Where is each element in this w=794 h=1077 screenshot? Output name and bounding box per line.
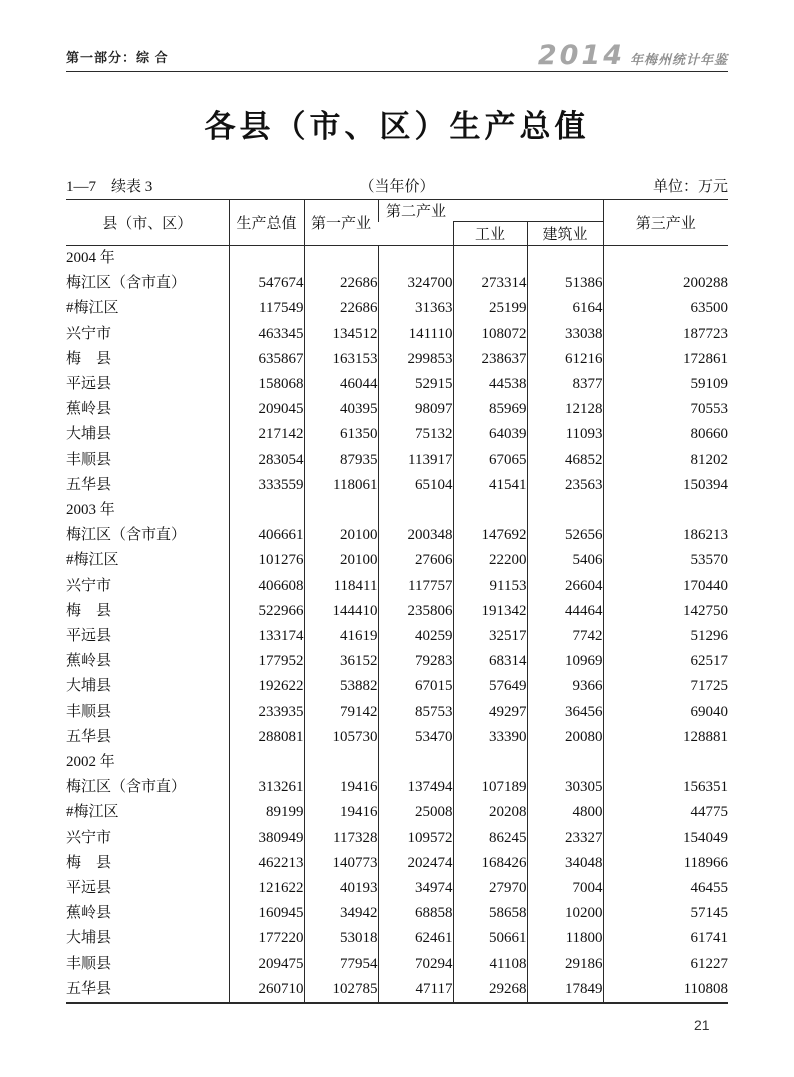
value-cell: 50661 (453, 926, 527, 951)
county-cell: 梅 县 (66, 602, 112, 619)
year-cell: 2004 年 (66, 250, 115, 266)
page-title: 各县（市、区）生产总值 (204, 109, 590, 144)
county-cell: 平远县 (66, 376, 112, 393)
value-cell: 23327 (527, 826, 603, 851)
value-cell: 34942 (304, 901, 378, 926)
county-cell: 兴宁市 (66, 829, 112, 846)
value-cell: 69040 (603, 700, 728, 725)
county-cell: 五华县 (66, 476, 112, 493)
value-cell: 22200 (453, 548, 527, 573)
county-cell: 兴宁市 (66, 577, 112, 594)
header-industry: 工业 (453, 222, 527, 246)
value-cell: 6164 (527, 296, 603, 321)
value-cell: 142750 (603, 599, 728, 624)
value-cell: 107189 (453, 775, 527, 800)
county-cell: 五华县 (66, 728, 112, 745)
value-cell: 463345 (229, 322, 304, 347)
value-cell: 19416 (304, 800, 378, 825)
value-cell: 217142 (229, 422, 304, 447)
year-cell: 2003 年 (66, 502, 115, 519)
value-cell: 238637 (453, 347, 527, 372)
value-cell: 25008 (378, 800, 453, 825)
table-number-label: 1—7 续表 3 (66, 179, 153, 195)
value-cell: 87935 (304, 448, 378, 473)
value-cell: 61227 (603, 952, 728, 977)
table-row (66, 347, 728, 372)
header-tertiary-industry: 第三产业 (603, 200, 728, 246)
value-cell: 71725 (603, 674, 728, 699)
value-cell: 121622 (229, 876, 304, 901)
value-cell: 79283 (378, 649, 453, 674)
value-cell: 187723 (603, 322, 728, 347)
value-cell: 59109 (603, 372, 728, 397)
value-cell: 9366 (527, 674, 603, 699)
value-cell: 68858 (378, 901, 453, 926)
value-cell: 58658 (453, 901, 527, 926)
price-note: （当年价） (359, 179, 435, 195)
value-cell: 44775 (603, 800, 728, 825)
value-cell: 117328 (304, 826, 378, 851)
table-row (66, 775, 728, 800)
value-cell: 86245 (453, 826, 527, 851)
table-row (66, 624, 728, 649)
empty-value-cell (453, 246, 527, 272)
value-cell: 144410 (304, 599, 378, 624)
value-cell: 406608 (229, 574, 304, 599)
empty-value-cell (603, 246, 728, 272)
empty-value-cell (229, 246, 304, 272)
value-cell: 41108 (453, 952, 527, 977)
value-cell: 209475 (229, 952, 304, 977)
empty-value-cell (378, 750, 453, 775)
value-cell: 147692 (453, 523, 527, 548)
value-cell: 191342 (453, 599, 527, 624)
value-cell: 81202 (603, 448, 728, 473)
value-cell: 47117 (378, 977, 453, 1003)
value-cell: 34974 (378, 876, 453, 901)
value-cell: 168426 (453, 851, 527, 876)
table-row (66, 649, 728, 674)
table-row (66, 473, 728, 498)
value-cell: 140773 (304, 851, 378, 876)
value-cell: 67065 (453, 448, 527, 473)
county-cell: 大埔县 (66, 930, 112, 947)
empty-value-cell (603, 498, 728, 523)
value-cell: 522966 (229, 599, 304, 624)
table-row (66, 674, 728, 699)
header-gdp: 生产总值 (229, 200, 304, 246)
header-county: 县（市、区） (66, 200, 229, 246)
value-cell: 10969 (527, 649, 603, 674)
header-rule (66, 71, 728, 72)
county-cell: 蕉岭县 (66, 653, 112, 670)
empty-value-cell (453, 498, 527, 523)
value-cell: 163153 (304, 347, 378, 372)
value-cell: 133174 (229, 624, 304, 649)
county-cell: 蕉岭县 (66, 401, 112, 418)
table-row (66, 322, 728, 347)
value-cell: 160945 (229, 901, 304, 926)
value-cell: 61216 (527, 347, 603, 372)
value-cell: 158068 (229, 372, 304, 397)
value-cell: 53018 (304, 926, 378, 951)
value-cell: 36456 (527, 700, 603, 725)
value-cell: 11800 (527, 926, 603, 951)
value-cell: 98097 (378, 397, 453, 422)
value-cell: 156351 (603, 775, 728, 800)
table-row (66, 523, 728, 548)
header-secondary-total-spacer (378, 222, 453, 246)
value-cell: 118061 (304, 473, 378, 498)
table-row (66, 725, 728, 750)
table-row (66, 574, 728, 599)
table-row (66, 296, 728, 321)
value-cell: 200288 (603, 271, 728, 296)
value-cell: 118966 (603, 851, 728, 876)
value-cell: 333559 (229, 473, 304, 498)
value-cell: 64039 (453, 422, 527, 447)
table-body (66, 246, 728, 1004)
value-cell: 260710 (229, 977, 304, 1003)
value-cell: 41541 (453, 473, 527, 498)
header-construction: 建筑业 (527, 222, 603, 246)
value-cell: 40259 (378, 624, 453, 649)
county-cell: #梅江区 (66, 552, 119, 569)
table-row (66, 372, 728, 397)
county-cell: 五华县 (66, 980, 112, 997)
gdp-table (66, 199, 728, 1004)
empty-value-cell (453, 750, 527, 775)
value-cell: 67015 (378, 674, 453, 699)
empty-value-cell (527, 246, 603, 272)
year-row (66, 246, 728, 272)
empty-value-cell (378, 246, 453, 272)
empty-value-cell (527, 750, 603, 775)
value-cell: 20100 (304, 548, 378, 573)
county-cell: 平远县 (66, 880, 112, 897)
year-cell: 2002 年 (66, 754, 115, 771)
table-row (66, 876, 728, 901)
table-row (66, 599, 728, 624)
value-cell: 77954 (304, 952, 378, 977)
value-cell: 20208 (453, 800, 527, 825)
empty-value-cell (378, 498, 453, 523)
value-cell: 61350 (304, 422, 378, 447)
value-cell: 288081 (229, 725, 304, 750)
county-cell: 丰顺县 (66, 955, 112, 972)
value-cell: 44464 (527, 599, 603, 624)
value-cell: 113917 (378, 448, 453, 473)
county-cell: 梅江区（含市直） (66, 527, 187, 544)
county-cell: #梅江区 (66, 300, 119, 317)
value-cell: 547674 (229, 271, 304, 296)
empty-value-cell (229, 750, 304, 775)
value-cell: 4800 (527, 800, 603, 825)
empty-value-cell (527, 498, 603, 523)
county-cell: 丰顺县 (66, 703, 112, 720)
value-cell: 108072 (453, 322, 527, 347)
value-cell: 27606 (378, 548, 453, 573)
value-cell: 177952 (229, 649, 304, 674)
value-cell: 57649 (453, 674, 527, 699)
value-cell: 85969 (453, 397, 527, 422)
table-row (66, 901, 728, 926)
table-header (66, 200, 728, 246)
empty-value-cell (304, 498, 378, 523)
value-cell: 10200 (527, 901, 603, 926)
value-cell: 52656 (527, 523, 603, 548)
value-cell: 19416 (304, 775, 378, 800)
table-row (66, 851, 728, 876)
logo-year: 2014 (537, 40, 625, 71)
value-cell: 51296 (603, 624, 728, 649)
value-cell: 49297 (453, 700, 527, 725)
value-cell: 299853 (378, 347, 453, 372)
header-secondary-industry (378, 200, 603, 222)
value-cell: 63500 (603, 296, 728, 321)
value-cell: 41619 (304, 624, 378, 649)
value-cell: 170440 (603, 574, 728, 599)
value-cell: 273314 (453, 271, 527, 296)
value-cell: 51386 (527, 271, 603, 296)
section-label: 第一部分：综 合 (66, 50, 169, 65)
value-cell: 105730 (304, 725, 378, 750)
value-cell: 52915 (378, 372, 453, 397)
table-row (66, 397, 728, 422)
value-cell: 313261 (229, 775, 304, 800)
table-row (66, 700, 728, 725)
value-cell: 128881 (603, 725, 728, 750)
table-row (66, 952, 728, 977)
value-cell: 5406 (527, 548, 603, 573)
value-cell: 7004 (527, 876, 603, 901)
year-row (66, 750, 728, 775)
value-cell: 117549 (229, 296, 304, 321)
value-cell: 68314 (453, 649, 527, 674)
empty-value-cell (304, 750, 378, 775)
value-cell: 32517 (453, 624, 527, 649)
county-cell: 丰顺县 (66, 451, 112, 468)
county-cell: 蕉岭县 (66, 905, 112, 922)
table-row (66, 826, 728, 851)
value-cell: 109572 (378, 826, 453, 851)
value-cell: 62461 (378, 926, 453, 951)
value-cell: 406661 (229, 523, 304, 548)
value-cell: 29268 (453, 977, 527, 1003)
value-cell: 117757 (378, 574, 453, 599)
empty-value-cell (603, 750, 728, 775)
county-cell: 梅 县 (66, 350, 112, 367)
value-cell: 209045 (229, 397, 304, 422)
logo-title: 年梅州统计年鉴 (629, 53, 728, 68)
value-cell: 46852 (527, 448, 603, 473)
value-cell: 150394 (603, 473, 728, 498)
value-cell: 17849 (527, 977, 603, 1003)
value-cell: 53882 (304, 674, 378, 699)
value-cell: 283054 (229, 448, 304, 473)
value-cell: 8377 (527, 372, 603, 397)
value-cell: 22686 (304, 296, 378, 321)
county-cell: 梅江区（含市直） (66, 779, 187, 796)
table-row (66, 977, 728, 1003)
value-cell: 36152 (304, 649, 378, 674)
value-cell: 134512 (304, 322, 378, 347)
value-cell: 85753 (378, 700, 453, 725)
value-cell: 53470 (378, 725, 453, 750)
value-cell: 70553 (603, 397, 728, 422)
year-row (66, 498, 728, 523)
county-cell: 大埔县 (66, 426, 112, 443)
value-cell: 80660 (603, 422, 728, 447)
value-cell: 33390 (453, 725, 527, 750)
value-cell: 192622 (229, 674, 304, 699)
value-cell: 26604 (527, 574, 603, 599)
unit-label: 单位：万元 (652, 179, 728, 195)
empty-value-cell (304, 246, 378, 272)
value-cell: 61741 (603, 926, 728, 951)
value-cell: 30305 (527, 775, 603, 800)
county-cell: 平远县 (66, 628, 112, 645)
value-cell: 118411 (304, 574, 378, 599)
value-cell: 70294 (378, 952, 453, 977)
value-cell: 110808 (603, 977, 728, 1003)
value-cell: 62517 (603, 649, 728, 674)
value-cell: 57145 (603, 901, 728, 926)
value-cell: 29186 (527, 952, 603, 977)
value-cell: 101276 (229, 548, 304, 573)
value-cell: 44538 (453, 372, 527, 397)
value-cell: 46044 (304, 372, 378, 397)
value-cell: 91153 (453, 574, 527, 599)
header-primary-industry: 第一产业 (304, 200, 378, 246)
value-cell: 46455 (603, 876, 728, 901)
header-secondary-industry-label: 第二产业 (385, 204, 446, 220)
value-cell: 53570 (603, 548, 728, 573)
value-cell: 200348 (378, 523, 453, 548)
value-cell: 34048 (527, 851, 603, 876)
value-cell: 233935 (229, 700, 304, 725)
value-cell: 31363 (378, 296, 453, 321)
value-cell: 40395 (304, 397, 378, 422)
table-row (66, 422, 728, 447)
table-row (66, 448, 728, 473)
value-cell: 40193 (304, 876, 378, 901)
value-cell: 23563 (527, 473, 603, 498)
county-cell: #梅江区 (66, 804, 119, 821)
yearbook-logo (537, 40, 728, 71)
value-cell: 7742 (527, 624, 603, 649)
county-cell: 兴宁市 (66, 325, 112, 342)
value-cell: 235806 (378, 599, 453, 624)
value-cell: 11093 (527, 422, 603, 447)
value-cell: 186213 (603, 523, 728, 548)
table-meta (66, 176, 728, 198)
value-cell: 102785 (304, 977, 378, 1003)
county-cell: 大埔县 (66, 678, 112, 695)
page-header (66, 40, 728, 71)
value-cell: 172861 (603, 347, 728, 372)
value-cell: 154049 (603, 826, 728, 851)
value-cell: 25199 (453, 296, 527, 321)
value-cell: 462213 (229, 851, 304, 876)
table-row (66, 271, 728, 296)
value-cell: 75132 (378, 422, 453, 447)
value-cell: 324700 (378, 271, 453, 296)
value-cell: 20080 (527, 725, 603, 750)
page-number: 21 (694, 1017, 710, 1033)
value-cell: 137494 (378, 775, 453, 800)
county-cell: 梅 县 (66, 854, 112, 871)
value-cell: 22686 (304, 271, 378, 296)
value-cell: 380949 (229, 826, 304, 851)
value-cell: 79142 (304, 700, 378, 725)
value-cell: 89199 (229, 800, 304, 825)
empty-value-cell (229, 498, 304, 523)
value-cell: 12128 (527, 397, 603, 422)
county-cell: 梅江区（含市直） (66, 275, 187, 292)
value-cell: 635867 (229, 347, 304, 372)
value-cell: 177220 (229, 926, 304, 951)
value-cell: 33038 (527, 322, 603, 347)
table-row (66, 548, 728, 573)
value-cell: 141110 (378, 322, 453, 347)
value-cell: 20100 (304, 523, 378, 548)
value-cell: 65104 (378, 473, 453, 498)
table-row (66, 926, 728, 951)
value-cell: 202474 (378, 851, 453, 876)
table-row (66, 800, 728, 825)
value-cell: 27970 (453, 876, 527, 901)
